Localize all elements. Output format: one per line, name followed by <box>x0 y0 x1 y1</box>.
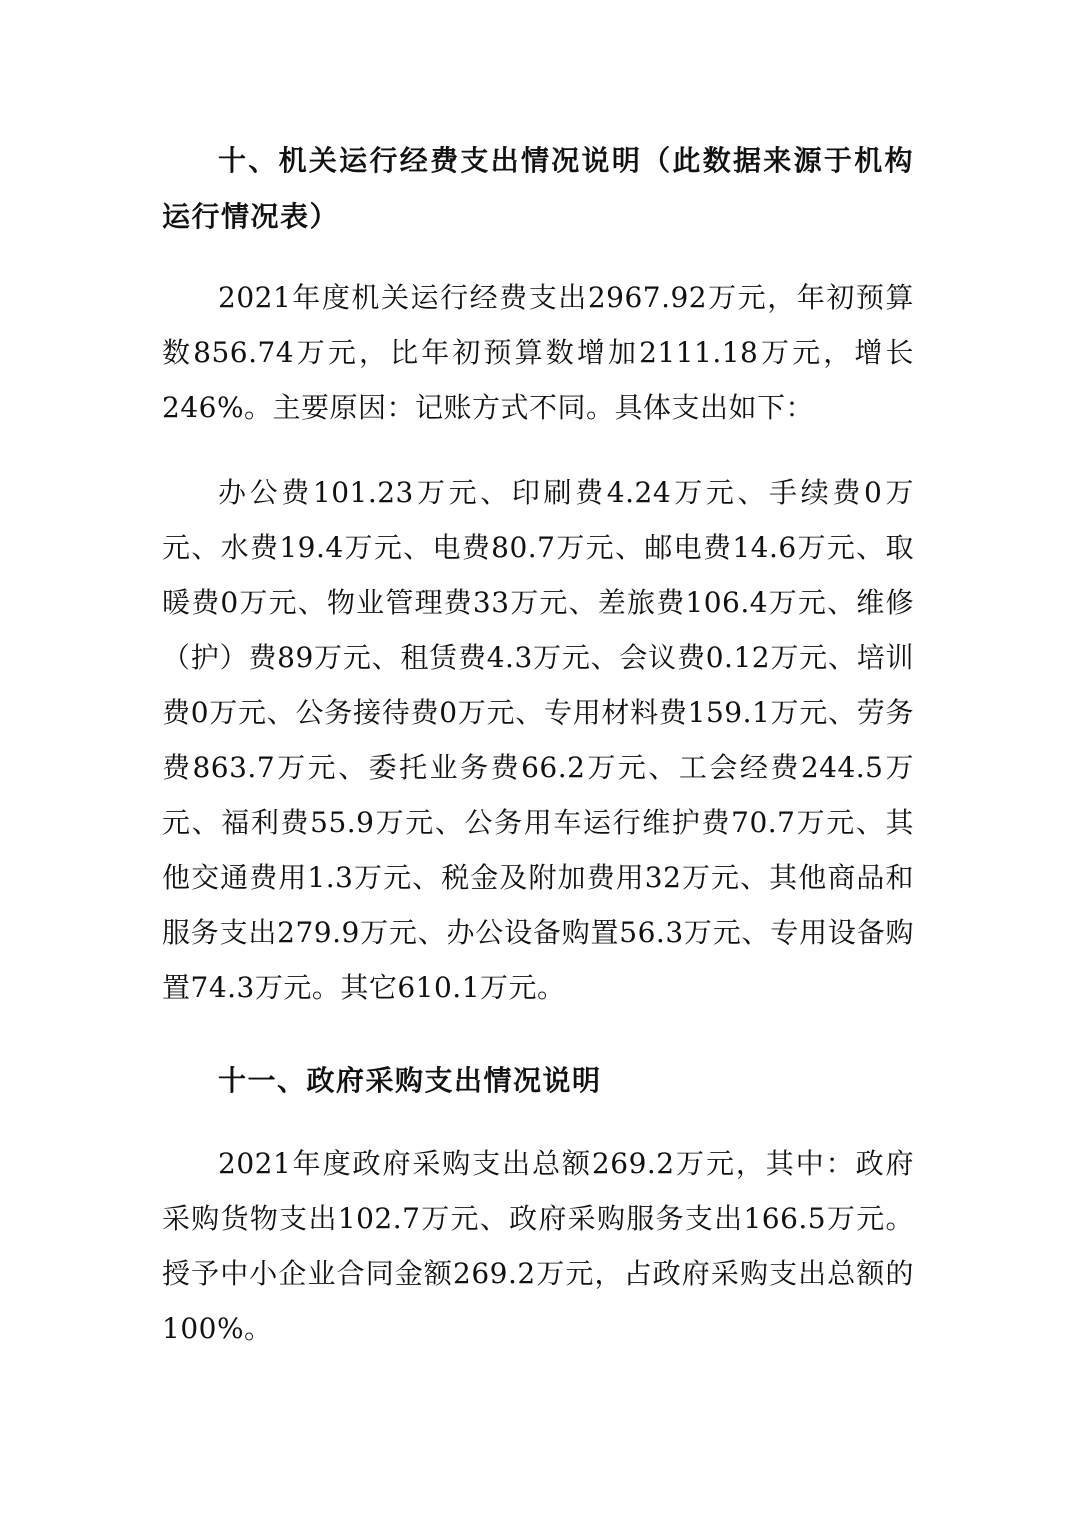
section-10-heading: 十、机关运行经费支出情况说明（此数据来源于机构运行情况表） <box>162 144 914 233</box>
section-11-heading: 十一、政府采购支出情况说明 <box>218 1064 602 1097</box>
section-10-paragraph-summary: 2021年度机关运行经费支出2967.92万元，年初预算数856.74万元，比年初预算数增加2111.18万元，增长246%。主要原因：记账方式不同。具体支出如下： <box>162 281 914 424</box>
section-11-paragraph: 2021年度政府采购支出总额269.2万元，其中：政府采购货物支出102.7万元、政府采购服务支出166.5万元。授予中小企业合同金额269.2万元，占政府采购支出总额的100%。 <box>162 1147 914 1345</box>
section-10-paragraph-details: 办公费101.23万元、印刷费4.24万元、手续费0万元、水费19.4万元、电费80.7万元、邮电费14.6万元、取暖费0万元、物业管理费33万元、差旅费106.4万元、维修（护）费89万元、租赁费4.3万元、会议费0.12万元、培训费0万元、公务接待费0万元、专用材料费159.1万元、劳务费863.7万元、委托业务费66.2万元、工会经费244.5万元、福利费55.9万元、公务用车运行维护费70.7万元、其他交通费用1.3万元、税金及附加费用32万元、其他商品和服务支出279.9万元、办公设备购置56.3万元、专用设备购置74.3万元。其它610.1万元。 <box>162 476 914 1004</box>
